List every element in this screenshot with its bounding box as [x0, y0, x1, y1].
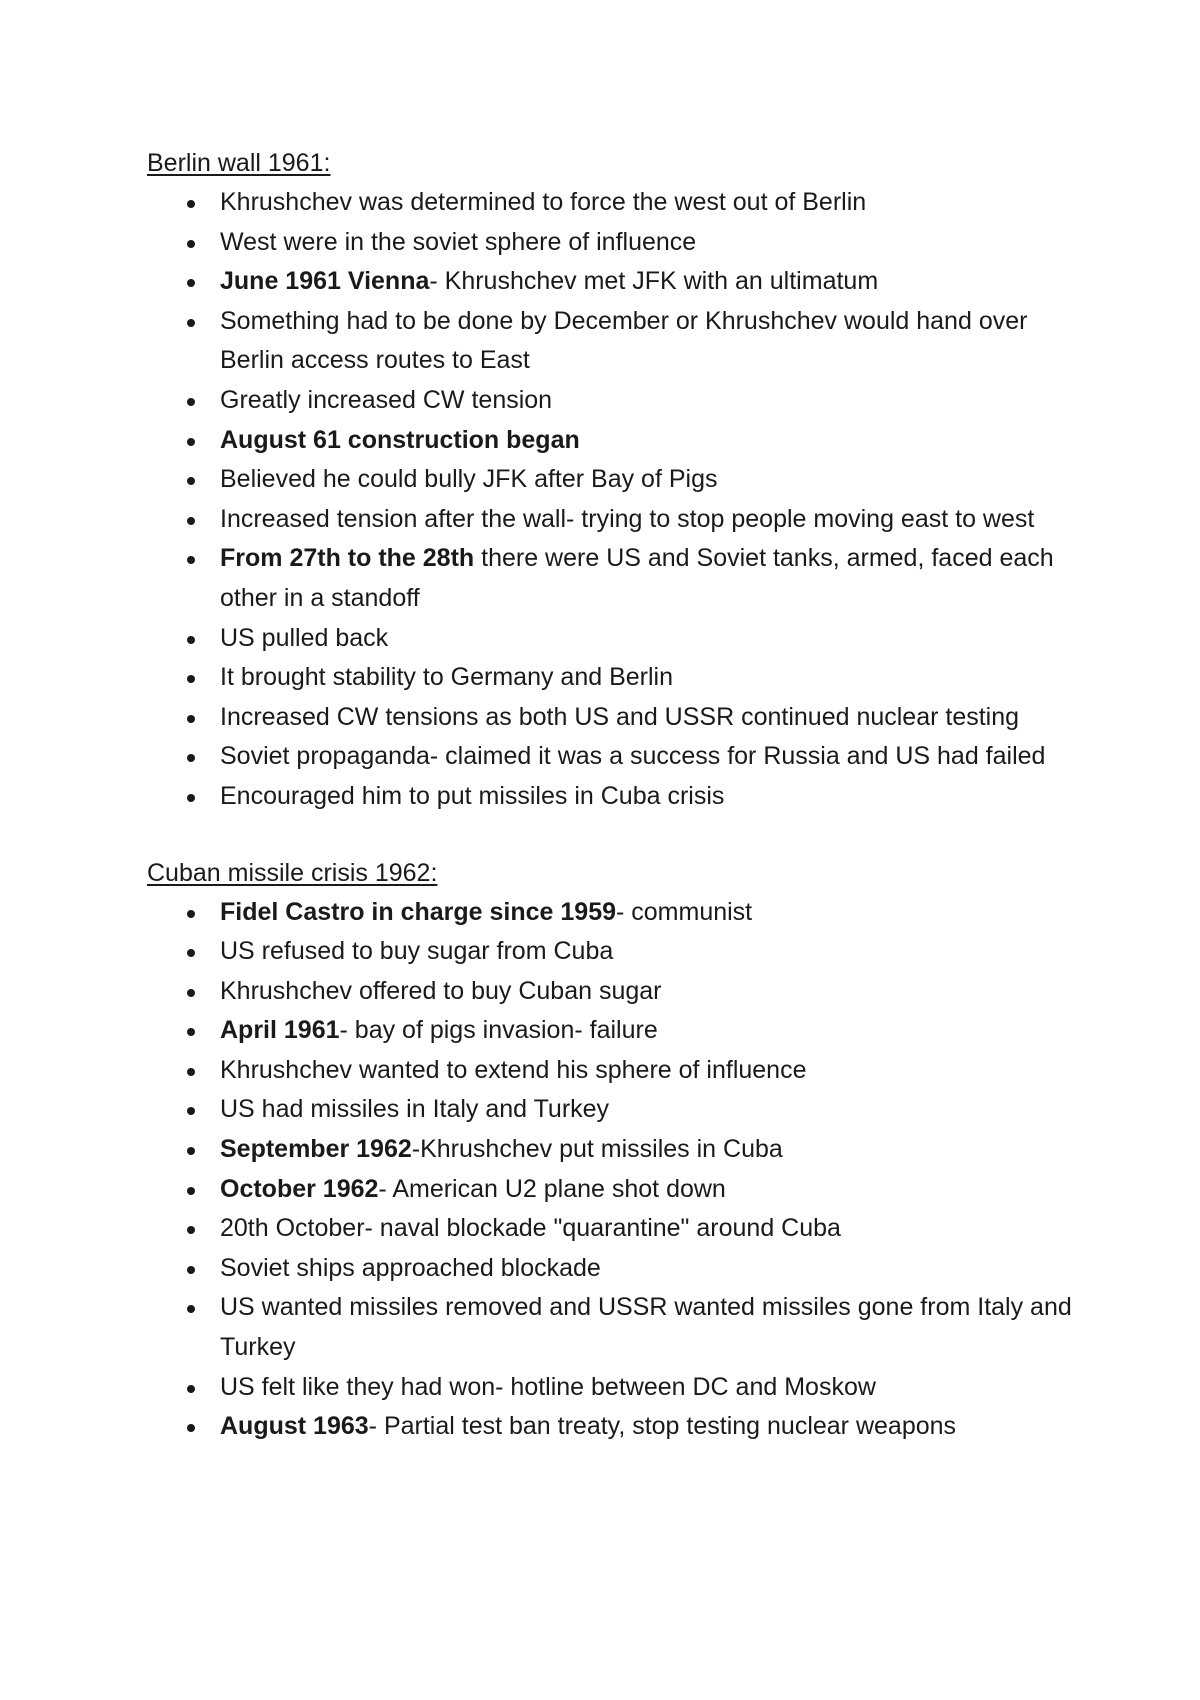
item-text: US felt like they had won- hotline between DC and Moskow: [220, 1372, 876, 1401]
list-item: [147, 1130, 1080, 1170]
list-item: [147, 223, 1080, 263]
list-item: [147, 460, 1080, 500]
list-item: [147, 1011, 1080, 1051]
item-text: - bay of pigs invasion- failure: [339, 1016, 658, 1045]
section-cuban-missile-crisis: [147, 855, 1080, 1447]
item-text: It brought stability to Germany and Berlin: [220, 663, 674, 692]
list-item: [147, 893, 1080, 933]
item-text: Khrushchev was determined to force the west out of Berlin: [220, 188, 867, 216]
bullet-list: [147, 893, 1080, 1447]
list-item: [147, 1407, 1080, 1447]
bold-text: June 1961 Vienna: [220, 267, 430, 296]
bold-text: April 1961: [220, 1016, 340, 1045]
bold-text: From 27th to the 28th: [220, 544, 475, 573]
item-text: West were in the soviet sphere of influence: [220, 227, 697, 256]
bold-text: October 1962: [220, 1174, 379, 1203]
item-text: US had missiles in Italy and Turkey: [220, 1095, 610, 1124]
item-text: Khrushchev offered to buy Cuban sugar: [220, 976, 662, 1005]
list-item: [147, 262, 1080, 302]
item-text: US refused to buy sugar from Cuba: [220, 937, 614, 966]
list-item: [147, 1249, 1080, 1289]
list-item: [147, 1051, 1080, 1091]
item-text: Increased CW tensions as both US and USSR continued nuclear testing: [220, 702, 1020, 731]
bold-text: August 61 construction began: [220, 425, 580, 454]
item-text: Something had to be done by December or Khrushchev would hand over Berlin access routes to East: [220, 306, 1028, 375]
section-berlin-wall: [147, 145, 1080, 817]
item-text: - Khrushchev met JFK with an ultimatum: [429, 267, 879, 296]
list-item: [147, 421, 1080, 461]
item-text: Greatly increased CW tension: [220, 385, 553, 414]
list-item: [147, 1209, 1080, 1249]
item-text: - American U2 plane shot down: [378, 1174, 726, 1203]
list-item: [147, 777, 1080, 817]
list-item: [147, 698, 1080, 738]
list-item: [147, 381, 1080, 421]
item-text: Encouraged him to put missiles in Cuba crisis: [220, 781, 725, 810]
item-text: Khrushchev wanted to extend his sphere of influence: [220, 1055, 807, 1084]
bold-text: Fidel Castro in charge since 1959: [220, 897, 616, 926]
item-text: - communist: [616, 897, 753, 926]
item-text: US wanted missiles removed and USSR wanted missiles gone from Italy and Turkey: [220, 1293, 1072, 1362]
list-item: [147, 500, 1080, 540]
item-text: Increased tension after the wall- trying to stop people moving east to west: [220, 504, 1035, 533]
list-item: [147, 658, 1080, 698]
item-text: -Khrushchev put missiles in Cuba: [411, 1135, 783, 1164]
list-item: [147, 932, 1080, 972]
bold-text: September 1962: [220, 1135, 412, 1164]
list-item: [147, 1368, 1080, 1408]
list-item: [147, 539, 1080, 618]
item-text: Soviet ships approached blockade: [220, 1253, 601, 1282]
item-text: Soviet propaganda- claimed it was a success for Russia and US had failed: [220, 742, 1046, 771]
list-item: [147, 183, 1080, 223]
list-item: [147, 1090, 1080, 1130]
bold-text: August 1963: [220, 1412, 369, 1441]
list-item: [147, 1288, 1080, 1367]
item-text: - Partial test ban treaty, stop testing nuclear weapons: [368, 1412, 957, 1441]
item-text: Believed he could bully JFK after Bay of Pigs: [220, 465, 718, 494]
section-heading: Berlin wall 1961:: [147, 149, 331, 177]
list-item: [147, 972, 1080, 1012]
item-text: US pulled back: [220, 623, 389, 652]
list-item: [147, 619, 1080, 659]
list-item: [147, 1170, 1080, 1210]
list-item: [147, 737, 1080, 777]
bullet-list: [147, 183, 1080, 817]
section-heading: Cuban missile crisis 1962:: [147, 858, 438, 887]
item-text: there were US and Soviet tanks, armed, faced each other in a standoff: [220, 544, 1054, 612]
list-item: [147, 302, 1080, 381]
item-text: 20th October- naval blockade "quarantine" around Cuba: [220, 1214, 841, 1243]
